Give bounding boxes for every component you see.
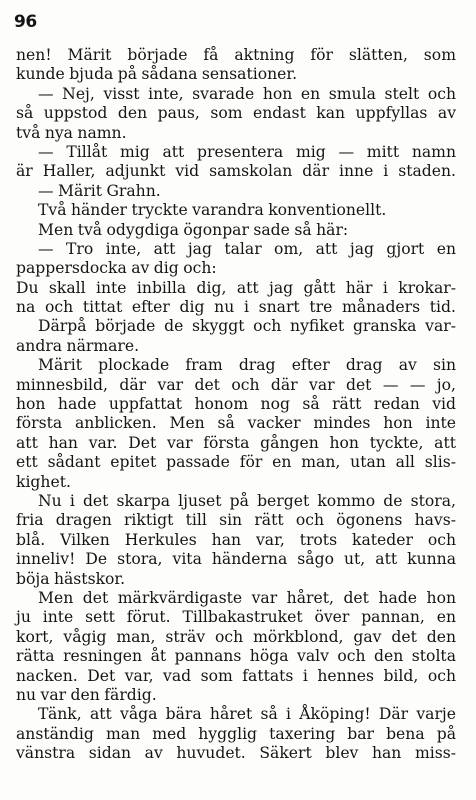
text-line: andra närmare. xyxy=(16,336,140,355)
text-line: nu var den färdig. xyxy=(16,685,157,704)
text-line: — Märit Grahn. xyxy=(38,181,161,200)
text-line: — Nej, visst inte, svarade hon en smula stelt och xyxy=(38,84,456,103)
text-line: Men det märkvärdigaste var håret, det hade hon xyxy=(38,588,456,607)
text-line: är Haller, adjunkt vid samskolan där inne i staden. xyxy=(16,162,456,181)
text-line: — Tro inte, att jag talar om, att jag gjort en xyxy=(38,239,456,258)
text-line: minnesbild, där var det och där var det — — jo, xyxy=(16,375,456,394)
text-line: nacken. Det var, vad som fattats i hennes bild, och xyxy=(16,666,456,685)
text-line: rätta resningen åt pannans höga valv och den stolta xyxy=(16,647,456,666)
text-line: Nu i det skarpa ljuset på berget kommo de stora, xyxy=(38,491,456,510)
text-line: kighet. xyxy=(16,472,71,491)
text-line: första anblicken. Men så vacker mindes hon inte xyxy=(16,414,456,433)
text-line: att han var. Det var första gången hon tyckte, att xyxy=(16,433,456,452)
text-line: blå. Vilken Herkules han var, trots kateder och xyxy=(16,530,456,549)
text-line: hon hade uppfattat honom nog så rätt redan vid xyxy=(16,395,456,414)
text-line: ett sådant epitet passade för en man, utan all slis- xyxy=(16,453,456,472)
text-line: så uppstod den paus, som endast kan uppfyllas av xyxy=(16,104,456,123)
text-line: anständig man med hygglig taxering bar bena på xyxy=(16,724,456,743)
text-line: Tänk, att våga bära håret så i Åköping! Där varje xyxy=(38,705,456,724)
text-line: Men två odygdiga ögonpar sade så här: xyxy=(38,220,349,239)
page-number: 96 xyxy=(14,12,37,32)
text-line: två nya namn. xyxy=(16,123,127,142)
text-line: fria dragen riktigt till sin rätt och ögonens havs- xyxy=(16,511,456,530)
text-line: ju inte sett förut. Tillbakastruket över pannan, en xyxy=(16,608,456,627)
text-line: böja hästskor. xyxy=(16,569,126,588)
text-line: pappersdocka av dig och: xyxy=(16,259,217,278)
body-text xyxy=(16,46,456,763)
text-line: Märit plockade fram drag efter drag av sin xyxy=(38,356,456,375)
text-line: vänstra sidan av huvudet. Säkert blev han miss- xyxy=(16,744,456,763)
text-line: kort, vågig man, sträv och mörkblond, gav det den xyxy=(16,627,456,646)
text-line: — Tillåt mig att presentera mig — mitt namn xyxy=(38,142,456,161)
text-line: nen! Märit började få aktning för slätten, som xyxy=(16,46,456,64)
text-line: Två händer tryckte varandra konventionellt. xyxy=(38,201,387,220)
text-line: na och tittat efter dig nu i snart tre månaders tid. xyxy=(16,298,456,317)
text-line: inneliv! De stora, vita händerna sågo ut, att kunna xyxy=(16,550,456,569)
text-line: Du skall inte inbilla dig, att jag gått här i krokar- xyxy=(16,278,456,297)
text-line: Därpå började de skyggt och nyfiket granska var- xyxy=(38,317,456,336)
text-line: kunde bjuda på sådana sensationer. xyxy=(16,65,298,84)
